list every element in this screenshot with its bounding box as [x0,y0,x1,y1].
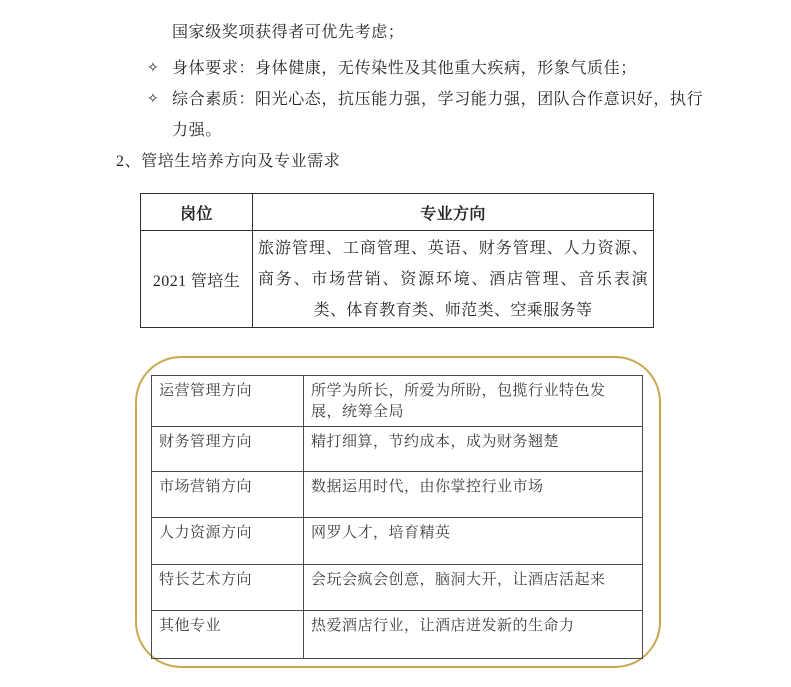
direction-label: 财务管理方向 [152,427,304,472]
table-row [152,427,643,472]
position-table [140,193,654,328]
direction-desc: 所学为所长，所爱为所盼，包揽行业特色发展，统筹全局 [304,376,643,427]
bullet-text: 综合素质：阳光心态，抗压能力强，学习能力强，团队合作意识好，执行力强。 [172,91,704,139]
bullet-text: 身体要求：身体健康，无传染性及其他重大疾病，形象气质佳； [172,60,637,77]
majors-cell: 旅游管理、工商管理、英语、财务管理、人力资源、商务、市场营销、资源环境、酒店管理、音乐表演类、体育教育类、师范类、空乘服务等 [253,231,654,328]
direction-label: 特长艺术方向 [152,565,304,611]
direction-label: 运营管理方向 [152,376,304,427]
direction-desc: 网罗人才，培育精英 [304,518,643,565]
direction-label: 人力资源方向 [152,518,304,565]
position-table-header-row [141,194,654,231]
diamond-bullet-icon: ✧ [147,92,160,107]
intro-line: 国家级奖项获得者可优先考虑； [172,24,405,41]
table-row [152,611,643,659]
bullet-item-physical [147,53,708,84]
diamond-bullet-icon: ✧ [147,61,160,76]
section-heading: 2、管培生培养方向及专业需求 [116,153,341,170]
table-row [152,565,643,611]
direction-desc: 数据运用时代，由你掌控行业市场 [304,472,643,518]
table-row [152,472,643,518]
table-row [152,518,643,565]
bullet-item-quality [147,84,708,146]
direction-desc: 热爱酒店行业，让酒店迸发新的生命力 [304,611,643,659]
direction-label: 其他专业 [152,611,304,659]
table-row [141,231,654,328]
table-row [152,376,643,427]
position-cell: 2021 管培生 [141,231,253,328]
position-table-header-post: 岗位 [141,194,253,231]
position-table-header-major: 专业方向 [253,194,654,231]
direction-table [151,375,643,659]
direction-desc: 精打细算，节约成本，成为财务翘楚 [304,427,643,472]
direction-desc: 会玩会疯会创意，脑洞大开，让酒店活起来 [304,565,643,611]
direction-label: 市场营销方向 [152,472,304,518]
